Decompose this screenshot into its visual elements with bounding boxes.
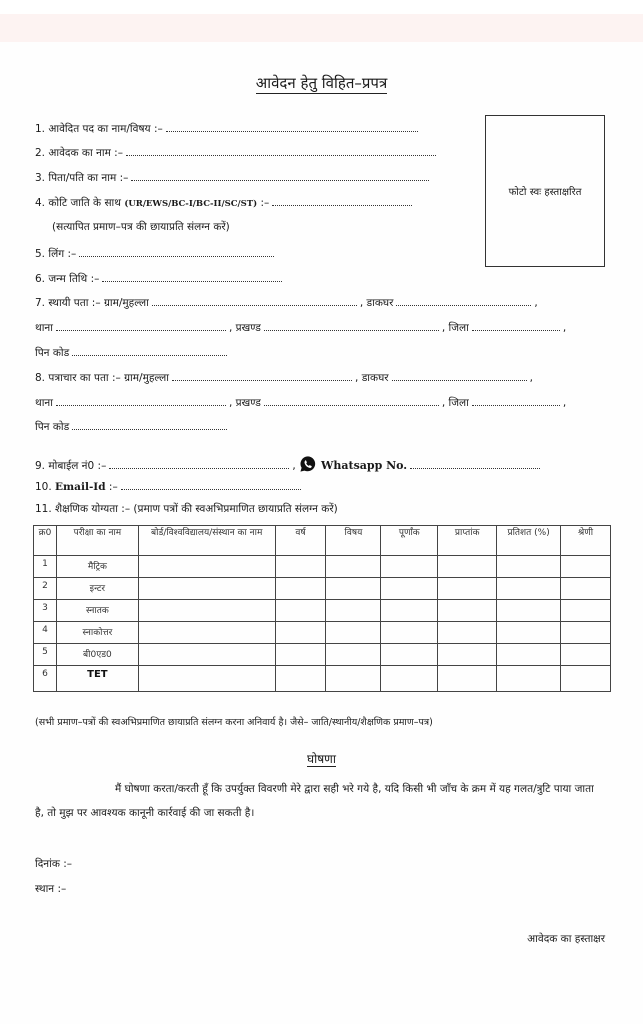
cell-percentage[interactable] bbox=[497, 600, 561, 622]
field-education: 11. शैक्षणिक योग्यता :– (प्रमाण पत्रों की स्वअभिप्रमाणित छायाप्रति संलग्न करें) bbox=[35, 503, 338, 515]
field-category bbox=[35, 196, 415, 211]
cell-subject[interactable] bbox=[326, 578, 381, 600]
declaration-title: घोषणा bbox=[307, 752, 336, 766]
applicant-signature-label: आवेदक का हस्ताक्षर bbox=[527, 933, 605, 945]
field-label: 7. स्थायी पता :– ग्राम/मुहल्ला bbox=[35, 297, 149, 309]
row-serial: 3 bbox=[34, 600, 57, 622]
permanent-village-input[interactable] bbox=[152, 296, 357, 306]
dob-input[interactable] bbox=[102, 272, 282, 282]
cell-full-marks[interactable] bbox=[381, 666, 438, 692]
whatsapp-label: Whatsapp No. bbox=[321, 459, 408, 472]
category-codes: (UR/EWS/BC-I/BC-II/SC/ST) bbox=[124, 199, 258, 209]
whatsapp-icon bbox=[299, 455, 317, 473]
table-row bbox=[34, 644, 611, 666]
category-note: (सत्यापित प्रमाण–पत्र की छायाप्रति संलग्न करें) bbox=[52, 221, 230, 233]
cell-full-marks[interactable] bbox=[381, 644, 438, 666]
field-post-name bbox=[35, 122, 421, 136]
permanent-address-line2: थाना , प्रखण्ड , जिला , bbox=[35, 322, 567, 334]
corr-pin bbox=[35, 420, 230, 434]
cell-percentage[interactable] bbox=[497, 578, 561, 600]
permanent-post-office-input[interactable] bbox=[396, 296, 531, 306]
row-exam: स्नाकोत्तर bbox=[56, 622, 138, 644]
field-label: 3. पिता/पति का नाम :– bbox=[35, 172, 129, 184]
block-label: प्रखण्ड bbox=[235, 397, 261, 409]
field-number: 10. bbox=[35, 481, 52, 493]
top-band bbox=[0, 14, 643, 42]
cell-subject[interactable] bbox=[326, 644, 381, 666]
separator: :– bbox=[260, 197, 270, 209]
field-correspondence-address: 8. पत्राचार का पता :– ग्राम/मुहल्ला , डाकघर , bbox=[35, 372, 533, 384]
col-serial: क्र0 bbox=[34, 526, 57, 556]
col-percentage: प्रतिशत (%) bbox=[497, 526, 561, 556]
field-gender bbox=[35, 247, 277, 261]
cell-division[interactable] bbox=[561, 600, 611, 622]
cell-obtained[interactable] bbox=[438, 556, 497, 578]
date-label: दिनांक :– bbox=[35, 858, 73, 870]
corr-district-input[interactable] bbox=[472, 396, 560, 406]
field-label: Email-Id bbox=[55, 481, 106, 493]
photo-box-label: फोटो स्वः हस्ताक्षरित bbox=[508, 187, 582, 198]
row-serial: 2 bbox=[34, 578, 57, 600]
row-exam: बी0एड0 bbox=[56, 644, 138, 666]
gender-input[interactable] bbox=[79, 247, 274, 257]
row-serial: 6 bbox=[34, 666, 57, 692]
cell-year[interactable] bbox=[275, 622, 326, 644]
pin-code-label: पिन कोड bbox=[35, 347, 70, 359]
field-label: 8. पत्राचार का पता :– ग्राम/मुहल्ला bbox=[35, 372, 169, 384]
field-mobile: 9. मोबाईल नं0 :– , Whatsapp No. bbox=[35, 455, 543, 473]
cell-obtained[interactable] bbox=[438, 622, 497, 644]
field-label: 5. लिंग :– bbox=[35, 248, 77, 260]
table-row bbox=[34, 578, 611, 600]
declaration-text: मैं घोषणा करता/करती हूँ कि उपर्युक्त विवरणी मेरे द्वारा सही भरे गये है, यदि किसी भी जाँच के क्रम में यह गलत/त्रुटि पाया जाता है, तो मुझ पर आवश्यक कानूनी कार्रवाई की जा सकती है। bbox=[35, 783, 594, 819]
whatsapp-input[interactable] bbox=[410, 459, 540, 469]
field-label: 9. मोबाईल नं0 :– bbox=[35, 460, 107, 472]
row-exam: स्नातक bbox=[56, 600, 138, 622]
cell-percentage[interactable] bbox=[497, 622, 561, 644]
category-input[interactable] bbox=[272, 196, 412, 206]
corr-police-station-input[interactable] bbox=[56, 396, 226, 406]
cell-division[interactable] bbox=[561, 666, 611, 692]
post-office-label: डाकघर bbox=[361, 372, 389, 384]
table-row bbox=[34, 622, 611, 644]
cell-board[interactable] bbox=[138, 578, 275, 600]
photo-signature-box[interactable] bbox=[485, 115, 605, 267]
police-station-label: थाना bbox=[35, 322, 53, 334]
corr-post-office-input[interactable] bbox=[392, 371, 527, 381]
education-table bbox=[33, 525, 611, 692]
col-full-marks: पूर्णांक bbox=[381, 526, 438, 556]
cell-full-marks[interactable] bbox=[381, 622, 438, 644]
district-label: जिला bbox=[448, 322, 469, 334]
cell-division[interactable] bbox=[561, 622, 611, 644]
place-label: स्थान :– bbox=[35, 883, 67, 895]
police-station-label: थाना bbox=[35, 397, 53, 409]
email-input[interactable] bbox=[121, 480, 301, 490]
col-year: वर्ष bbox=[275, 526, 326, 556]
permanent-pin bbox=[35, 346, 230, 360]
permanent-district-input[interactable] bbox=[472, 321, 560, 331]
permanent-block-input[interactable] bbox=[264, 321, 439, 331]
cell-year[interactable] bbox=[275, 556, 326, 578]
cell-obtained[interactable] bbox=[438, 666, 497, 692]
separator: :– bbox=[108, 481, 118, 493]
row-exam: इन्टर bbox=[56, 578, 138, 600]
corr-village-input[interactable] bbox=[172, 371, 352, 381]
corr-block-input[interactable] bbox=[264, 396, 439, 406]
district-label: जिला bbox=[448, 397, 469, 409]
col-board: बोर्ड/विश्वविद्यालय/संस्थान का नाम bbox=[138, 526, 275, 556]
cell-board[interactable] bbox=[138, 666, 275, 692]
table-row bbox=[34, 556, 611, 578]
cell-percentage[interactable] bbox=[497, 556, 561, 578]
cell-percentage[interactable] bbox=[497, 666, 561, 692]
pin-code-label: पिन कोड bbox=[35, 421, 70, 433]
cell-subject[interactable] bbox=[326, 600, 381, 622]
field-applicant-name bbox=[35, 146, 439, 160]
attachment-note: (सभी प्रमाण–पत्रों की स्वअभिप्रमाणित छायाप्रति संलग्न करना अनिवार्य है। जैसे– जाति/स्थानीय/शैक्षणिक प्रमाण–पत्र) bbox=[35, 717, 433, 728]
cell-percentage[interactable] bbox=[497, 644, 561, 666]
father-name-input[interactable] bbox=[131, 171, 429, 181]
cell-full-marks[interactable] bbox=[381, 600, 438, 622]
cell-obtained[interactable] bbox=[438, 644, 497, 666]
permanent-police-station-input[interactable] bbox=[56, 321, 226, 331]
row-serial: 4 bbox=[34, 622, 57, 644]
cell-division[interactable] bbox=[561, 644, 611, 666]
cell-board[interactable] bbox=[138, 644, 275, 666]
cell-subject[interactable] bbox=[326, 666, 381, 692]
applicant-name-input[interactable] bbox=[126, 146, 436, 156]
col-subject: विषय bbox=[326, 526, 381, 556]
corr-pin-input[interactable] bbox=[72, 420, 227, 430]
field-permanent-address: 7. स्थायी पता :– ग्राम/मुहल्ला , डाकघर , bbox=[35, 297, 538, 309]
cell-subject[interactable] bbox=[326, 556, 381, 578]
row-serial: 1 bbox=[34, 556, 57, 578]
cell-year[interactable] bbox=[275, 578, 326, 600]
field-label: 4. कोटि जाति के साथ bbox=[35, 197, 121, 209]
field-father-husband-name bbox=[35, 171, 432, 185]
mobile-input[interactable] bbox=[109, 459, 289, 469]
field-label: 1. आवेदित पद का नाम/विषय :– bbox=[35, 123, 163, 135]
cell-year[interactable] bbox=[275, 644, 326, 666]
cell-full-marks[interactable] bbox=[381, 556, 438, 578]
table-row bbox=[34, 666, 611, 692]
row-serial: 5 bbox=[34, 644, 57, 666]
cell-board[interactable] bbox=[138, 600, 275, 622]
col-obtained-marks: प्राप्तांक bbox=[438, 526, 497, 556]
block-label: प्रखण्ड bbox=[235, 322, 261, 334]
corr-address-line2: थाना , प्रखण्ड , जिला , bbox=[35, 397, 567, 409]
field-label: 2. आवेदक का नाम :– bbox=[35, 147, 123, 159]
form-title: आवेदन हेतु विहित–प्रपत्र bbox=[255, 74, 388, 92]
col-exam-name: परीक्षा का नाम bbox=[56, 526, 138, 556]
field-email bbox=[35, 480, 304, 494]
table-header-row bbox=[34, 526, 611, 556]
cell-full-marks[interactable] bbox=[381, 578, 438, 600]
cell-year[interactable] bbox=[275, 600, 326, 622]
cell-division[interactable] bbox=[561, 556, 611, 578]
cell-obtained[interactable] bbox=[438, 578, 497, 600]
post-name-input[interactable] bbox=[166, 122, 418, 132]
post-office-label: डाकघर bbox=[366, 297, 394, 309]
cell-subject[interactable] bbox=[326, 622, 381, 644]
row-exam: मैट्रिक bbox=[56, 556, 138, 578]
row-exam: TET bbox=[56, 666, 138, 692]
cell-year[interactable] bbox=[275, 666, 326, 692]
permanent-pin-input[interactable] bbox=[72, 346, 227, 356]
field-label: 6. जन्म तिथि :– bbox=[35, 273, 100, 285]
cell-division[interactable] bbox=[561, 578, 611, 600]
field-dob bbox=[35, 272, 285, 286]
col-division: श्रेणी bbox=[561, 526, 611, 556]
table-row bbox=[34, 600, 611, 622]
cell-board[interactable] bbox=[138, 556, 275, 578]
cell-board[interactable] bbox=[138, 622, 275, 644]
cell-obtained[interactable] bbox=[438, 600, 497, 622]
